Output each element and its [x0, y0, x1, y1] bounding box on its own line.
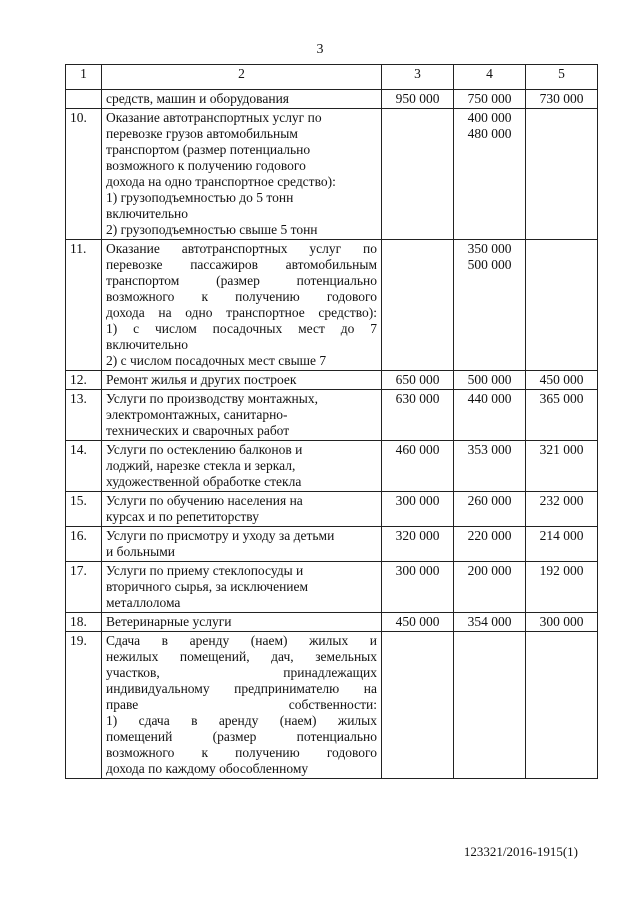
table-row: [66, 492, 598, 527]
value-column-3: [382, 632, 454, 779]
description-line: лоджий, нарезке стекла и зеркал,: [106, 458, 296, 473]
description-line: 1) сдача в аренду (наем) жилых: [106, 713, 377, 728]
value-line: 260 000: [467, 493, 512, 508]
row-number: 15.: [66, 492, 102, 527]
value-column-3: [382, 441, 454, 492]
value-column-4: [454, 492, 526, 527]
description-line: перевозке пассажиров автомобильным: [106, 257, 377, 272]
service-description: [102, 371, 382, 390]
description-line: дохода на одно транспортное средство):: [106, 174, 336, 189]
value-column-3: [382, 90, 454, 109]
value-column-5: [526, 527, 598, 562]
service-description: [102, 240, 382, 371]
value-line: 320 000: [395, 528, 440, 543]
service-description: [102, 613, 382, 632]
service-description: [102, 441, 382, 492]
table-row: [66, 90, 598, 109]
value-line: 232 000: [539, 493, 584, 508]
description-line: курсах и по репетиторству: [106, 509, 259, 524]
document-code: 123321/2016-1915(1): [463, 844, 578, 859]
description-line: Услуги по обучению населения на: [106, 493, 303, 508]
value-line: 950 000: [395, 91, 440, 106]
description-line: праве собственности:: [106, 697, 377, 712]
value-line: 354 000: [467, 614, 512, 629]
value-column-3: [382, 492, 454, 527]
service-description: [102, 492, 382, 527]
value-column-5: [526, 240, 598, 371]
description-line: художественной обработке стекла: [106, 474, 302, 489]
header-row: [66, 65, 598, 90]
table-row: [66, 109, 598, 240]
row-number: 14.: [66, 441, 102, 492]
row-number: 19.: [66, 632, 102, 779]
value-line: 500 000: [467, 372, 512, 387]
description-line: дохода на одно транспортное средство):: [106, 305, 377, 320]
description-line: вторичного сырья, за исключением: [106, 579, 309, 594]
value-column-4: [454, 527, 526, 562]
value-line: 650 000: [395, 372, 440, 387]
value-column-4: [454, 441, 526, 492]
description-line: возможного к получению годового: [106, 289, 377, 304]
table-row: [66, 527, 598, 562]
table-row: [66, 240, 598, 371]
header-cell-4: 4: [454, 65, 526, 90]
value-line: 321 000: [539, 442, 584, 457]
table-row: [66, 390, 598, 441]
table-row: [66, 562, 598, 613]
value-line: 220 000: [467, 528, 512, 543]
table-row: [66, 613, 598, 632]
description-line: транспортом (размер потенциально: [106, 142, 311, 157]
description-line: 2) грузоподъемностью свыше 5 тонн: [106, 222, 318, 237]
description-line: и больными: [106, 544, 175, 559]
value-column-4: [454, 632, 526, 779]
description-line: помещений (размер потенциально: [106, 729, 377, 744]
value-line: 300 000: [395, 563, 440, 578]
description-line: включительно: [106, 337, 189, 352]
value-column-3: [382, 562, 454, 613]
description-line: участков, принадлежащих: [106, 665, 377, 680]
value-column-4: [454, 390, 526, 441]
value-column-4: [454, 371, 526, 390]
value-column-3: [382, 109, 454, 240]
service-description: [102, 90, 382, 109]
service-description: [102, 109, 382, 240]
value-column-5: [526, 109, 598, 240]
description-line: Ремонт жилья и других построек: [106, 372, 297, 387]
value-column-5: [526, 632, 598, 779]
value-column-3: [382, 371, 454, 390]
value-column-5: [526, 562, 598, 613]
description-line: транспортом (размер потенциально: [106, 273, 377, 288]
row-number: 16.: [66, 527, 102, 562]
value-line: 214 000: [539, 528, 584, 543]
value-line: 192 000: [539, 563, 584, 578]
value-column-3: [382, 390, 454, 441]
value-line: 460 000: [395, 442, 440, 457]
description-line: включительно: [106, 206, 189, 221]
value-column-5: [526, 441, 598, 492]
value-column-5: [526, 90, 598, 109]
service-description: [102, 527, 382, 562]
value-line: 450 000: [395, 614, 440, 629]
description-line: возможного к получению годового: [106, 745, 377, 760]
value-line: 365 000: [539, 391, 584, 406]
row-number: 17.: [66, 562, 102, 613]
description-line: возможного к получению годового: [106, 158, 306, 173]
value-column-4: [454, 90, 526, 109]
description-line: Услуги по присмотру и уходу за детьми: [106, 528, 335, 543]
description-line: индивидуальному предпринимателю на: [106, 681, 377, 696]
value-line: 400 000: [467, 110, 512, 125]
description-line: Услуги по остеклению балконов и: [106, 442, 303, 457]
value-line: 200 000: [467, 563, 512, 578]
description-line: Оказание автотранспортных услуг по: [106, 241, 377, 256]
description-line: технических и сварочных работ: [106, 423, 290, 438]
description-line: металлолома: [106, 595, 181, 610]
value-line: 450 000: [539, 372, 584, 387]
row-number: 11.: [66, 240, 102, 371]
value-column-5: [526, 492, 598, 527]
value-line: 440 000: [467, 391, 512, 406]
value-line: 300 000: [395, 493, 440, 508]
header-cell-5: 5: [526, 65, 598, 90]
description-line: электромонтажных, санитарно-: [106, 407, 288, 422]
service-description: [102, 562, 382, 613]
value-column-3: [382, 527, 454, 562]
value-line: 480 000: [467, 126, 512, 141]
description-line: Сдача в аренду (наем) жилых и: [106, 633, 377, 648]
page-number: 3: [316, 42, 324, 57]
value-column-5: [526, 371, 598, 390]
value-column-5: [526, 613, 598, 632]
value-column-4: [454, 613, 526, 632]
description-line: перевозке грузов автомобильным: [106, 126, 298, 141]
description-line: 2) с числом посадочных мест свыше 7: [106, 353, 327, 368]
row-number: 18.: [66, 613, 102, 632]
header-cell-2: 2: [102, 65, 382, 90]
service-description: [102, 632, 382, 779]
value-line: 353 000: [467, 442, 512, 457]
services-table: [65, 64, 598, 779]
row-number: [66, 90, 102, 109]
description-line: средств, машин и оборудования: [106, 91, 290, 106]
table-row: [66, 441, 598, 492]
value-column-4: [454, 109, 526, 240]
row-number: 12.: [66, 371, 102, 390]
table-row: [66, 371, 598, 390]
description-line: Ветеринарные услуги: [106, 614, 232, 629]
description-line: Услуги по приему стеклопосуды и: [106, 563, 304, 578]
description-line: 1) грузоподъемностью до 5 тонн: [106, 190, 294, 205]
value-line: 630 000: [395, 391, 440, 406]
service-description: [102, 390, 382, 441]
value-line: 750 000: [467, 91, 512, 106]
value-column-5: [526, 390, 598, 441]
value-column-4: [454, 240, 526, 371]
description-line: Услуги по производству монтажных,: [106, 391, 318, 406]
row-number: 10.: [66, 109, 102, 240]
header-cell-3: 3: [382, 65, 454, 90]
table-row: [66, 632, 598, 779]
value-line: 300 000: [539, 614, 584, 629]
description-line: нежилых помещений, дач, земельных: [106, 649, 377, 664]
value-line: 500 000: [467, 257, 512, 272]
value-column-3: [382, 240, 454, 371]
description-line: 1) с числом посадочных мест до 7: [106, 321, 377, 336]
value-column-3: [382, 613, 454, 632]
description-line: Оказание автотранспортных услуг по: [106, 110, 322, 125]
value-column-4: [454, 562, 526, 613]
header-cell-1: 1: [66, 65, 102, 90]
value-line: 350 000: [467, 241, 512, 256]
row-number: 13.: [66, 390, 102, 441]
value-line: 730 000: [539, 91, 584, 106]
description-line: дохода по каждому обособленному: [106, 761, 309, 776]
